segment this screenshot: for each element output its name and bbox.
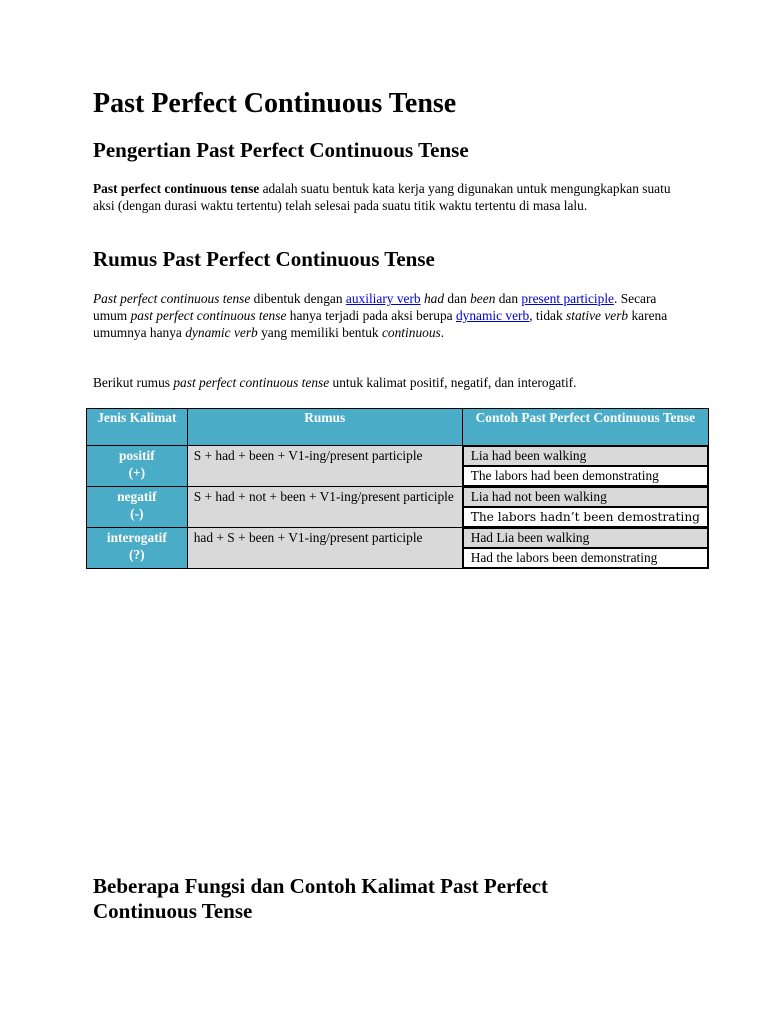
table-row-positif xyxy=(87,446,709,487)
header-rumus: Rumus xyxy=(187,409,462,446)
table-row-negatif xyxy=(87,487,709,528)
rumus-cell: S + had + not + been + V1-ing/present participle xyxy=(187,487,462,528)
term-italic: Past perfect continuous tense xyxy=(93,291,251,306)
formula-intro-paragraph xyxy=(93,374,683,391)
dynamic-verb-link[interactable]: dynamic verb xyxy=(455,308,530,323)
jenis-label: positif xyxy=(118,448,155,463)
example-sentence: The labors had been demonstrating xyxy=(463,466,708,486)
table-row-interogatif xyxy=(87,528,709,569)
dynamic-verb-italic: dynamic verb xyxy=(185,325,258,340)
text-span: dibentuk dengan xyxy=(250,291,346,306)
text-span: , tidak xyxy=(529,308,567,323)
term-italic: past perfect continuous tense xyxy=(130,308,287,323)
definition-text: adalah suatu bentuk kata kerja yang digunakan untuk mengungkapkan suatu aksi (dengan durasi waktu tertentu) telah selesai pada suatu titik waktu tertentu di masa lalu. xyxy=(93,181,671,213)
formula-paragraph xyxy=(93,290,683,341)
contoh-cell xyxy=(462,446,708,487)
formula-table xyxy=(86,408,709,569)
present-participle-link[interactable]: present participle xyxy=(521,291,614,306)
rumus-cell: S + had + been + V1-ing/present participle xyxy=(187,446,462,487)
text-span: . xyxy=(440,325,445,340)
jenis-cell xyxy=(87,528,188,569)
text-span: untuk kalimat positif, negatif, dan interogatif. xyxy=(329,375,577,390)
page-title: Past Perfect Continuous Tense xyxy=(93,88,457,119)
text-span: dan xyxy=(444,291,471,306)
term-italic: past perfect continuous tense xyxy=(173,375,330,390)
text-span: hanya terjadi pada aksi berupa xyxy=(286,308,456,323)
contoh-cell xyxy=(462,487,708,528)
rumus-cell: had + S + been + V1-ing/present participle xyxy=(187,528,462,569)
continuous-italic: continuous xyxy=(381,325,441,340)
text-span: Berikut rumus xyxy=(93,375,174,390)
formula-heading: Rumus Past Perfect Continuous Tense xyxy=(93,247,435,271)
text-span: karena umumnya hanya xyxy=(93,308,668,340)
jenis-sign: (+) xyxy=(128,465,146,480)
text-span: yang memiliki bentuk xyxy=(257,325,382,340)
definition-paragraph xyxy=(93,180,683,214)
contoh-cell xyxy=(462,528,708,569)
header-contoh: Contoh Past Perfect Continuous Tense xyxy=(462,409,708,446)
example-sentence: Lia had not been walking xyxy=(463,487,708,507)
had-italic: had xyxy=(423,291,445,306)
example-sentence: The labors hadn’t been demostrating xyxy=(463,507,708,527)
jenis-cell xyxy=(87,487,188,528)
definition-term: Past perfect continuous tense xyxy=(93,181,260,196)
text-span: . Secara umum xyxy=(93,291,657,323)
jenis-sign: (?) xyxy=(129,547,145,562)
definition-heading: Pengertian Past Perfect Continuous Tense xyxy=(93,138,469,162)
been-italic: been xyxy=(470,291,496,306)
header-jenis-kalimat: Jenis Kalimat xyxy=(87,409,188,446)
jenis-cell xyxy=(87,446,188,487)
example-sentence: Had the labors been demonstrating xyxy=(463,548,708,568)
example-sentence: Lia had been walking xyxy=(463,446,708,466)
functions-heading: Beberapa Fungsi dan Contoh Kalimat Past Perfect Continuous Tense xyxy=(93,874,548,923)
jenis-label: interogatif xyxy=(106,530,167,545)
auxiliary-verb-link[interactable]: auxiliary verb xyxy=(345,291,421,306)
table-header-row xyxy=(87,409,709,446)
example-sentence: Had Lia been walking xyxy=(463,528,708,548)
text-span: dan xyxy=(495,291,522,306)
stative-verb-italic: stative verb xyxy=(566,308,629,323)
jenis-sign: (-) xyxy=(130,506,144,521)
jenis-label: negatif xyxy=(117,489,157,504)
